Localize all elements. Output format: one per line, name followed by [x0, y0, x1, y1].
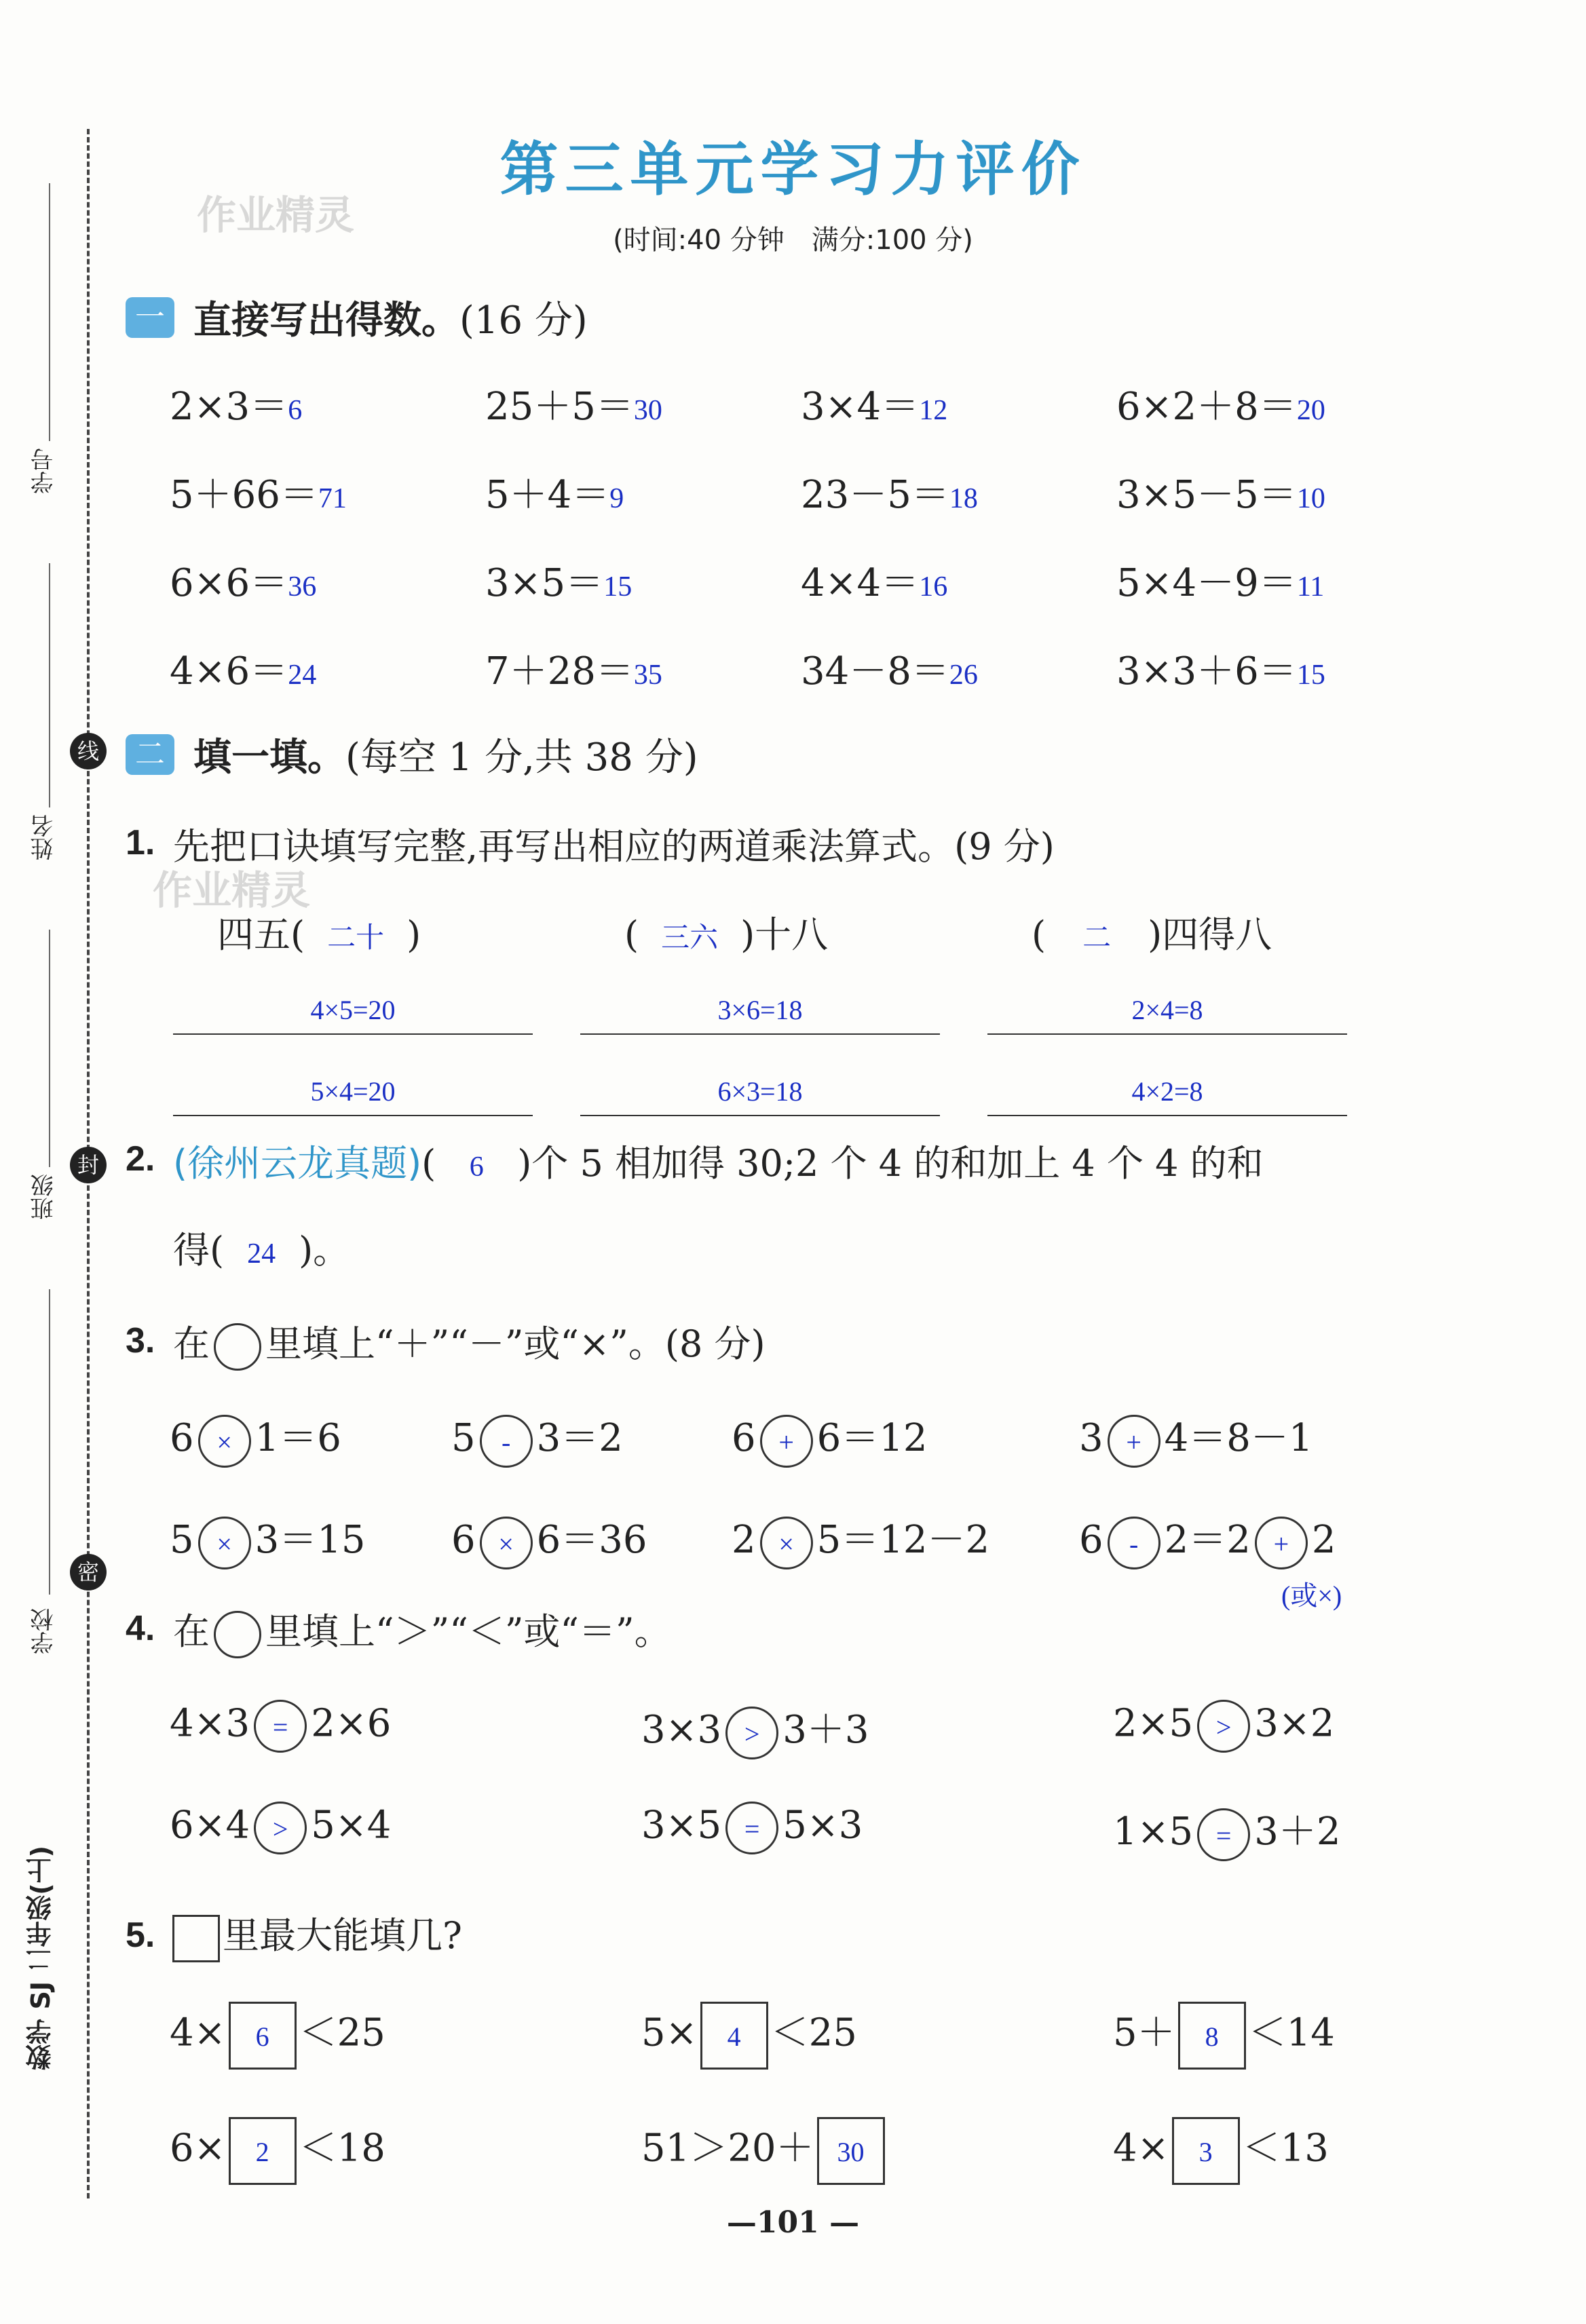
q5-right: ＜25 — [299, 2011, 385, 2055]
seal-seal: 封 — [70, 1147, 107, 1183]
q3-left: 2 — [732, 1518, 756, 1562]
q3-text — [173, 1315, 766, 1371]
page-subtitle: (时间:40 分钟 满分:100 分) — [613, 225, 973, 256]
q5-expression — [170, 2117, 385, 2185]
q5-left: 6× — [170, 2126, 226, 2171]
section-2-title: 填一填。 — [193, 736, 345, 780]
q1-rhyme-post: ) — [407, 913, 421, 956]
calc-question: 2×3＝ — [170, 385, 288, 429]
q3-left: 6 — [451, 1518, 476, 1562]
q4-right: 5×4 — [311, 1803, 392, 1848]
calc-answer: 24 — [288, 660, 317, 691]
calc-answer: 71 — [318, 483, 347, 514]
q1-equation: 5×4=20 — [310, 1076, 396, 1107]
calc-question: 34－8＝ — [801, 649, 949, 693]
q5-left: 5× — [641, 2011, 698, 2055]
calc-answer: 30 — [633, 395, 662, 426]
q3-expression — [732, 1408, 928, 1468]
calc-item — [1116, 553, 1324, 607]
answer-box: 8 — [1178, 2002, 1246, 2070]
q5-expression — [641, 2117, 888, 2185]
school-label: 学校 — [31, 1608, 58, 1654]
answer-box: 6 — [229, 2002, 297, 2070]
q3-right: 3＝2 — [536, 1416, 623, 1460]
calc-item — [170, 553, 316, 607]
calc-question: 7＋28＝ — [485, 649, 634, 693]
q4-right: 3＋3 — [782, 1708, 869, 1752]
q2-text-d: )。 — [299, 1229, 350, 1272]
q2-line-1 — [173, 1135, 1264, 1187]
q3-right: 2 — [1311, 1518, 1336, 1562]
calc-item — [170, 465, 347, 519]
q3-right: 4＝8－1 — [1164, 1416, 1313, 1460]
page-number: —101 — — [726, 2205, 860, 2240]
calc-item — [1116, 465, 1325, 519]
calc-question: 23－5＝ — [801, 473, 949, 517]
q4-left: 6×4 — [170, 1803, 250, 1848]
q4-right: 5×3 — [782, 1803, 863, 1848]
calc-question: 3×5－5＝ — [1116, 473, 1297, 517]
calc-answer: 26 — [949, 660, 978, 691]
calc-answer: 36 — [288, 571, 317, 603]
q3-right: 6＝36 — [536, 1518, 647, 1562]
q5-left: 4× — [170, 2011, 226, 2055]
answer-box: 30 — [817, 2117, 885, 2185]
calc-question: 4×4＝ — [801, 561, 920, 605]
answer-underline — [173, 1115, 533, 1116]
section-1-score: (16 分) — [459, 299, 588, 343]
q5-text-body: 里最大能填几? — [223, 1914, 462, 1957]
q3-right: 6＝12 — [816, 1416, 928, 1460]
q2-text-c: 得( — [173, 1229, 225, 1272]
q3-text-post: 里填上“＋”“－”或“×”。(8 分) — [265, 1322, 766, 1365]
operator-circle: × — [760, 1517, 813, 1569]
q3-expression — [451, 1408, 623, 1468]
q5-expression — [1113, 2117, 1329, 2185]
section-2-heading — [193, 727, 698, 782]
compare-circle: > — [254, 1802, 307, 1854]
q4-text — [173, 1603, 671, 1658]
watermark: 作业精灵 — [197, 192, 355, 238]
calc-answer: 35 — [633, 660, 662, 691]
q1-rhyme-pre: ( — [1032, 913, 1046, 956]
compare-circle: = — [1197, 1808, 1250, 1861]
calc-answer: 6 — [288, 395, 303, 426]
q5-left: 51＞20＋ — [641, 2126, 814, 2171]
q3-left: 3 — [1079, 1416, 1103, 1460]
class-label: 班级 — [31, 1174, 58, 1220]
q3-right: 3＝15 — [254, 1518, 366, 1562]
q4-left: 3×5 — [641, 1803, 722, 1848]
section-2-badge: 二 — [126, 734, 174, 775]
answer-box: 2 — [229, 2117, 297, 2185]
section-2-score: (每空 1 分,共 38 分) — [345, 736, 698, 780]
q4-left: 2×5 — [1113, 1701, 1194, 1746]
q5-right: ＜13 — [1242, 2126, 1329, 2171]
q4-left: 1×5 — [1113, 1810, 1194, 1854]
q3-right: 2＝2 — [1164, 1518, 1251, 1562]
q1-rhyme-answer: 三六 — [661, 923, 719, 954]
q2-number: 2. — [126, 1139, 155, 1179]
q2-source-tag: (徐州云龙真题) — [173, 1142, 422, 1185]
operator-circle: + — [760, 1415, 813, 1468]
q1-equation: 3×6=18 — [717, 995, 803, 1025]
calc-answer: 15 — [603, 571, 632, 603]
q3-number: 3. — [126, 1321, 155, 1360]
q1-number: 1. — [126, 823, 155, 862]
q4-expression — [170, 1700, 391, 1753]
q1-equation: 4×5=20 — [310, 995, 396, 1025]
q3-left: 5 — [170, 1518, 194, 1562]
q1-equation: 2×4=8 — [1131, 995, 1203, 1025]
operator-circle: × — [198, 1415, 251, 1468]
calc-item — [1116, 641, 1325, 696]
calc-item — [801, 465, 978, 519]
compare-circle: = — [725, 1802, 778, 1854]
calc-item — [801, 377, 947, 431]
calc-answer: 20 — [1296, 395, 1325, 426]
calc-question: 3×3＋6＝ — [1116, 649, 1297, 693]
answer-underline — [580, 1033, 940, 1035]
compare-circle: > — [1197, 1700, 1250, 1753]
q4-expression — [641, 1802, 863, 1854]
q1-rhyme-post: )四得八 — [1148, 913, 1272, 956]
calc-item — [801, 641, 978, 696]
answer-underline — [580, 1115, 940, 1116]
calc-question: 5×4－9＝ — [1116, 561, 1297, 605]
q1-rhyme — [1032, 906, 1272, 958]
q5-left: 4× — [1113, 2126, 1169, 2171]
q1-equation: 6×3=18 — [717, 1076, 803, 1107]
q4-right: 3×2 — [1254, 1701, 1335, 1746]
q5-expression — [1113, 2002, 1335, 2070]
book-label: 数学 SJ 二年级(上) — [26, 1846, 56, 2070]
q2-line-2 — [173, 1221, 350, 1274]
calc-item — [485, 641, 662, 696]
q3-expression — [170, 1510, 366, 1569]
calc-item — [801, 553, 947, 607]
q1-rhyme-answer: 二十 — [327, 923, 385, 954]
q3-note: (或×) — [1281, 1580, 1342, 1611]
name-label: 姓名 — [31, 814, 58, 860]
operator-circle: - — [1108, 1517, 1160, 1569]
seal-line: 线 — [70, 733, 107, 769]
q4-left: 4×3 — [170, 1701, 250, 1746]
operator-circle: × — [198, 1517, 251, 1569]
q5-left: 5＋ — [1113, 2011, 1175, 2055]
q2-text-b: )个 5 相加得 30;2 个 4 的和加上 4 个 4 的和 — [517, 1142, 1264, 1185]
q4-left: 3×3 — [641, 1708, 722, 1752]
calc-question: 6×2＋8＝ — [1116, 385, 1297, 429]
q3-text-pre: 在 — [173, 1322, 210, 1365]
q1-equation: 4×2=8 — [1131, 1076, 1203, 1107]
section-1-badge: 一 — [126, 297, 174, 338]
q5-right: ＜18 — [299, 2126, 385, 2171]
q2-answer-b: 24 — [247, 1238, 276, 1270]
name-line — [49, 563, 50, 807]
calc-answer: 11 — [1296, 571, 1325, 603]
calc-question: 5＋4＝ — [485, 473, 610, 517]
q1-text: 先把口诀填写完整,再写出相应的两道乘法算式。(9 分) — [173, 825, 1055, 868]
page-title: 第三单元学习力评价 — [499, 136, 1087, 204]
calc-item — [170, 377, 302, 431]
q4-expression — [1113, 1700, 1334, 1753]
q5-right: ＜25 — [770, 2011, 857, 2055]
q3-left: 6 — [1079, 1518, 1103, 1562]
calc-item — [170, 641, 316, 696]
q4-text-post: 里填上“＞”“＜”或“＝”。 — [265, 1610, 671, 1653]
q1-rhyme — [624, 906, 828, 958]
section-1-title: 直接写出得数。 — [193, 299, 459, 343]
operator-circle: + — [1255, 1517, 1308, 1569]
q4-expression — [170, 1802, 391, 1854]
q2-text-a: ( — [421, 1142, 436, 1185]
q4-expression — [641, 1700, 869, 1759]
calc-item — [485, 553, 632, 607]
q5-expression — [641, 2002, 857, 2070]
calc-question: 3×4＝ — [801, 385, 920, 429]
square-icon — [172, 1915, 220, 1962]
q4-text-pre: 在 — [173, 1610, 210, 1653]
q4-expression — [1113, 1802, 1340, 1861]
q3-right: 1＝6 — [254, 1416, 341, 1460]
operator-circle: × — [480, 1517, 533, 1569]
calc-item — [485, 377, 662, 431]
school-line — [49, 1289, 50, 1595]
watermark: 作业精灵 — [153, 867, 311, 913]
calc-question: 6×6＝ — [170, 561, 288, 605]
q1-rhyme-pre: ( — [624, 913, 639, 956]
q3-left: 6 — [732, 1416, 756, 1460]
q5-number: 5. — [126, 1916, 155, 1955]
calc-answer: 16 — [919, 571, 948, 603]
q1-rhyme — [217, 906, 421, 958]
class-line — [49, 930, 50, 1167]
q4-right: 2×6 — [311, 1701, 392, 1746]
q1-rhyme-post: )十八 — [740, 913, 829, 956]
circle-icon — [214, 1611, 261, 1658]
operator-circle: - — [480, 1415, 533, 1468]
calc-question: 4×6＝ — [170, 649, 288, 693]
calc-answer: 10 — [1296, 483, 1325, 514]
student-no-label: 学号 — [31, 448, 58, 494]
circle-icon — [214, 1323, 261, 1371]
q1-rhyme-pre: 四五( — [217, 913, 305, 956]
answer-underline — [987, 1033, 1347, 1035]
calc-question: 5＋66＝ — [170, 473, 318, 517]
q5-right: ＜14 — [1248, 2011, 1335, 2055]
answer-box: 3 — [1172, 2117, 1240, 2185]
q3-right: 5＝12－2 — [816, 1518, 990, 1562]
compare-circle: > — [725, 1707, 778, 1759]
answer-box: 4 — [700, 2002, 768, 2070]
calc-question: 3×5＝ — [485, 561, 604, 605]
q3-left: 6 — [170, 1416, 194, 1460]
q2-answer-a: 6 — [469, 1151, 484, 1183]
section-1-heading — [193, 290, 588, 345]
calc-item — [485, 465, 624, 519]
q5-expression — [170, 2002, 385, 2070]
q5-text — [170, 1907, 462, 1962]
seal-secret: 密 — [70, 1554, 107, 1590]
q3-expression — [732, 1510, 989, 1569]
answer-underline — [173, 1033, 533, 1035]
calc-answer: 12 — [919, 395, 948, 426]
q1-rhyme-answer: 二 — [1082, 923, 1112, 954]
calc-answer: 9 — [609, 483, 624, 514]
operator-circle: + — [1108, 1415, 1160, 1468]
calc-answer: 18 — [949, 483, 978, 514]
q3-expression — [451, 1510, 647, 1569]
q3-expression — [170, 1408, 341, 1468]
calc-item — [1116, 377, 1325, 431]
compare-circle: = — [254, 1700, 307, 1753]
q3-left: 5 — [451, 1416, 476, 1460]
calc-question: 25＋5＝ — [485, 385, 634, 429]
q3-expression — [1079, 1510, 1336, 1569]
answer-underline — [987, 1115, 1347, 1116]
q4-number: 4. — [126, 1609, 155, 1648]
calc-answer: 15 — [1296, 660, 1325, 691]
q3-expression — [1079, 1408, 1313, 1468]
q4-right: 3＋2 — [1254, 1810, 1341, 1854]
